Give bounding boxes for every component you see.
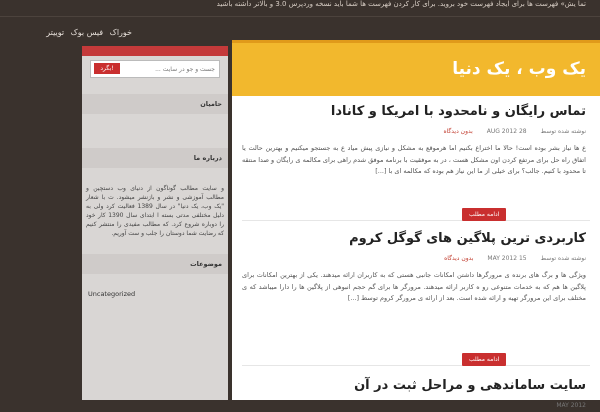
sidebar-top-bar [82, 46, 228, 56]
post-title[interactable]: سایت ساماندهی و مراحل ثبت در آن [354, 378, 586, 393]
nav-item-facebook[interactable]: فیس بوک [70, 28, 104, 37]
post-item [232, 378, 600, 412]
nav-item-feed[interactable]: خوراک [109, 28, 132, 37]
post-item [232, 104, 600, 220]
post-item [232, 231, 600, 365]
nav-item-twitter[interactable]: توییتر [46, 28, 65, 37]
post-date: MAY 2012 [556, 402, 586, 409]
post-author: نوشته شده توسط [540, 128, 586, 135]
about-text: و سایت مطالب گوناگون از دنیای وب دستچین و مطالب آموزشی و نشر و بازنشر میشود. ت با شعار "یک وب، یک دنیا" در سال 1389 فعالیت کرد ولی به دلیل مختلفی مدتی بسته ا ابتدای سال 1390 کار خود را دوباره شروع کرد. که مطالب مفیدی را منتشر کنیم که رضایت شما دوستان را جلب و ست آوریم. [86, 185, 225, 237]
category-link[interactable]: Uncategorized [88, 290, 136, 298]
post-author: نوشته شده توسط [540, 255, 586, 262]
top-divider [0, 16, 600, 17]
sponsors-title: حامیان [200, 100, 222, 108]
read-more-button[interactable]: ادامه مطلب [462, 208, 506, 221]
site-header [232, 40, 600, 96]
post-date: 15 MAY 2012 [487, 255, 527, 262]
post-meta [242, 402, 586, 412]
about-title: درباره ما [193, 154, 222, 162]
sidebar [82, 46, 228, 400]
search-input[interactable] [135, 64, 215, 74]
top-ticker: تما یش» فهرست ها برای ایجاد فهرست خود بروید. برای کار کردن فهرست ها شما باید نسخه وردپرس 3.0 و بالاتر داشته باشید [216, 0, 586, 8]
post-excerpt: ویژگی ها و برگ های برنده ی مرورگرها داشتن امکانات جانبی هستی که به کاربران ارائه میدهند. یکی از بهترین امکانات برای پلاگین ها هم که به خدمات متنوعی رو ه کاربر ارائه میدهند. مرورگر ها برای گم حجم انبوهی از پلاگین ها را دارا میباشد که ی مختلف برای این مرورگر تهیه و ارائه شده است. بعد از ارائه ی مرورگر کروم توسط [...] [242, 271, 586, 302]
post-meta [242, 128, 586, 138]
post-comments[interactable]: بدون دیدگاه [444, 255, 474, 262]
post-comments[interactable]: بدون دیدگاه [443, 128, 473, 135]
post-title[interactable]: تماس رایگان و نامحدود با امریکا و کانادا [330, 104, 586, 119]
post-divider [242, 220, 590, 221]
post-divider [242, 365, 590, 366]
read-more-button[interactable]: ادامه مطلب [462, 353, 506, 366]
topics-title: موضوعات [190, 260, 222, 268]
search-box [90, 60, 220, 78]
post-title[interactable]: کاربردی ترین پلاگین های گوگل کروم [349, 231, 586, 246]
search-button[interactable]: بگرد! [94, 63, 120, 74]
main-content [232, 40, 600, 409]
post-date: 28 AUG 2012 [486, 128, 527, 135]
post-excerpt: ع ها نیاز بشر بوده است! حالا ما اختراع بکنیم اما هرموقع به مشکل و نیازی پیش میاد ع به جستجو میکنیم و بهترین حالت یا اتفاق راه حل برای مرتفع کردن اون مشکل هست ، در به موفقیت با برنامه موفق شدم راهی برای مکالمه ی رایگان و صدا منتقه تا محدود با کنیم. جالب؟ برای خیلی از ما این نیاز هم بوده که مکالمه ای با [...] [242, 144, 586, 175]
site-title[interactable]: یک وب ، یک دنیا [452, 59, 586, 79]
post-meta [242, 255, 586, 265]
